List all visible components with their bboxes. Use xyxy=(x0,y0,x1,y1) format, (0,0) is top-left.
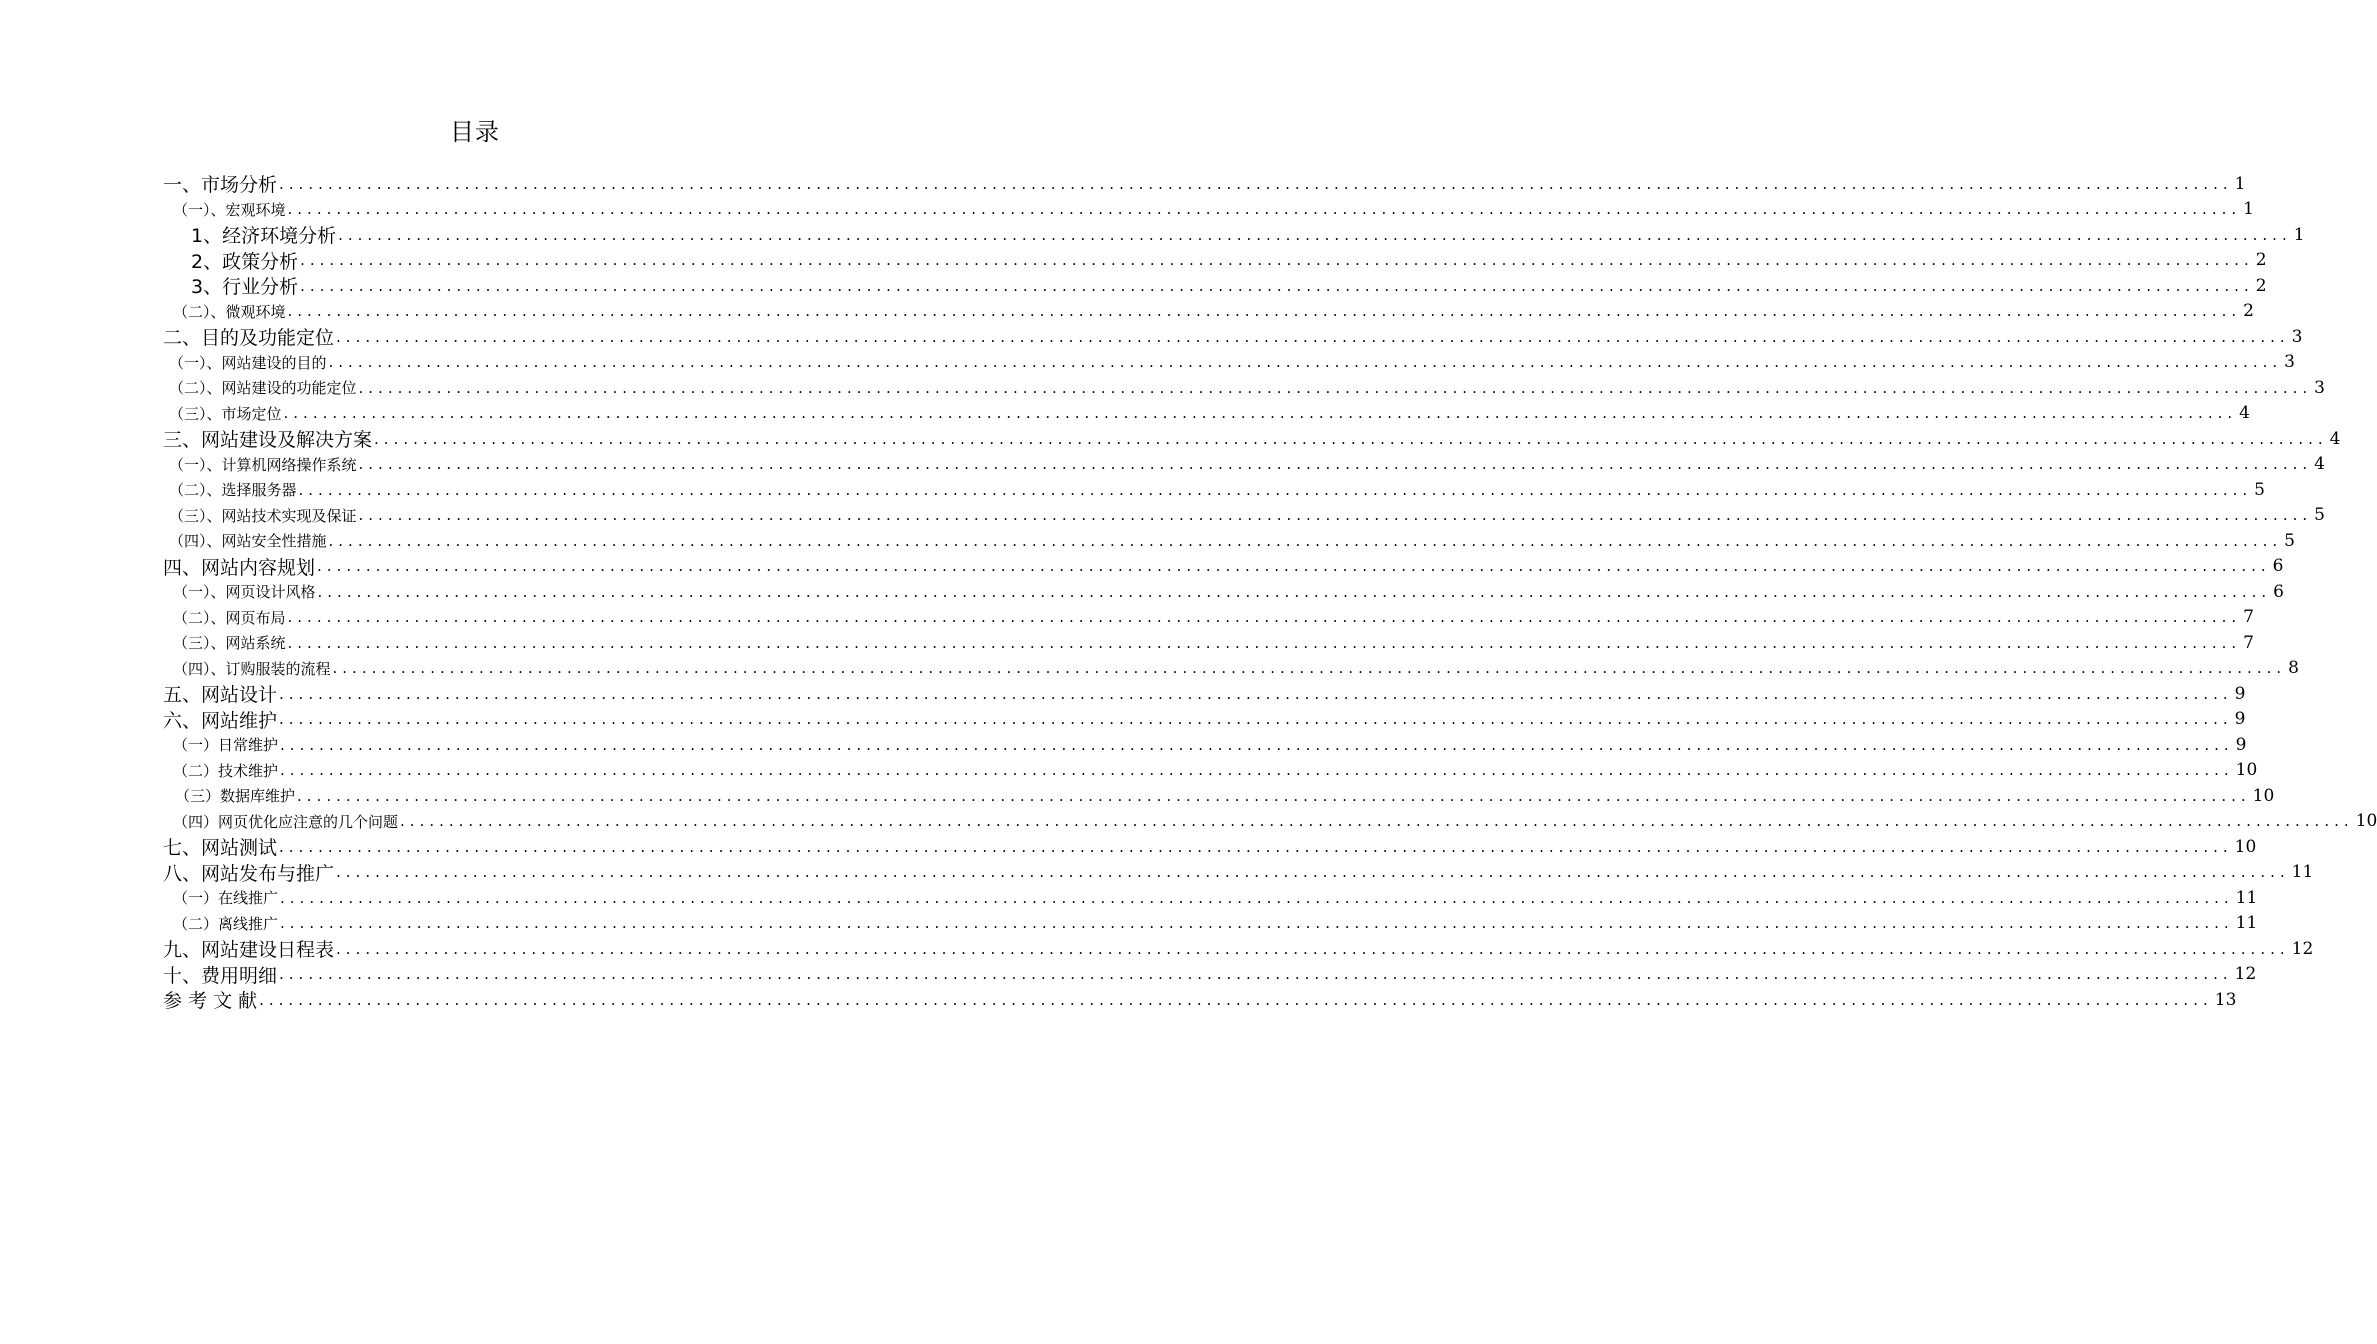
toc-entry-label: 1、经济环境分析 xyxy=(191,225,337,248)
toc-entry[interactable] xyxy=(163,987,2237,1013)
toc-entry-page-number: 6 xyxy=(2273,581,2284,602)
toc-entry[interactable] xyxy=(163,783,2275,809)
toc-entry-page-number: 7 xyxy=(2243,632,2254,653)
toc-dot-leader: ........................................................................................................................................................................................................ xyxy=(374,429,2328,448)
toc-entry-label: （一）、宏观环境 xyxy=(173,200,286,219)
toc-entry[interactable] xyxy=(163,324,2303,350)
toc-dot-leader: ........................................................................................................................................................................................................ xyxy=(298,480,2253,499)
toc-entry-label: （二）离线推广 xyxy=(173,914,279,933)
toc-entry[interactable] xyxy=(163,834,2257,860)
toc-dot-leader: ........................................................................................................................................................................................................ xyxy=(358,455,2313,474)
toc-entry-label: （二）技术维护 xyxy=(173,761,279,780)
toc-entry-page-number: 4 xyxy=(2314,454,2325,475)
toc-entry-label: （二）、网页布局 xyxy=(173,608,286,627)
toc-entry-label: 八、网站发布与推广 xyxy=(163,862,335,885)
toc-dot-leader: ........................................................................................................................................................................................................ xyxy=(317,582,2272,601)
toc-dot-leader: ........................................................................................................................................................................................................ xyxy=(317,557,2271,576)
toc-entry-page-number: 1 xyxy=(2234,173,2246,194)
toc-entry-label: （一）、网页设计风格 xyxy=(173,583,316,602)
toc-entry-label: 五、网站设计 xyxy=(163,684,278,707)
toc-entry-page-number: 1 xyxy=(2293,224,2305,245)
toc-entry-page-number: 7 xyxy=(2243,607,2254,628)
toc-dot-leader: ........................................................................................................................................................................................................ xyxy=(400,812,2354,831)
toc-dot-leader: ........................................................................................................................................................................................................ xyxy=(336,939,2290,958)
toc-entry-page-number: 5 xyxy=(2314,505,2325,526)
toc-entry[interactable] xyxy=(163,758,2258,784)
toc-entry-label: （一）、计算机网络操作系统 xyxy=(169,455,357,474)
toc-dot-leader: ........................................................................................................................................................................................................ xyxy=(279,837,2233,856)
toc-entry-page-number: 4 xyxy=(2329,428,2341,449)
toc-dot-leader: ........................................................................................................................................................................................................ xyxy=(279,174,2233,193)
toc-dot-leader: ........................................................................................................................................................................................................ xyxy=(279,684,2233,703)
toc-entry-label: （四）、订购服装的流程 xyxy=(173,659,331,678)
toc-entry-page-number: 12 xyxy=(2234,964,2257,985)
toc-entry-label: （三）、网站技术实现及保证 xyxy=(169,506,357,525)
toc-entry-page-number: 8 xyxy=(2288,658,2299,679)
toc-entry[interactable] xyxy=(163,885,2258,911)
toc-dot-leader: ........................................................................................................................................................................................................ xyxy=(279,965,2233,984)
toc-entry-label: 十、费用明细 xyxy=(163,964,278,987)
toc-entry-label: 一、市场分析 xyxy=(163,174,278,197)
toc-entry[interactable] xyxy=(163,452,2325,478)
table-of-contents xyxy=(163,171,2377,1013)
toc-entry[interactable] xyxy=(163,860,2314,886)
toc-dot-leader: ........................................................................................................................................................................................................ xyxy=(287,200,2242,219)
toc-entry[interactable] xyxy=(163,681,2246,707)
toc-entry-page-number: 3 xyxy=(2284,352,2295,373)
toc-entry[interactable] xyxy=(163,554,2284,580)
toc-entry[interactable] xyxy=(163,911,2258,937)
toc-entry[interactable] xyxy=(163,579,2284,605)
toc-entry-page-number: 11 xyxy=(2235,887,2258,908)
toc-entry-page-number: 12 xyxy=(2291,938,2314,959)
toc-entry-label: 七、网站测试 xyxy=(163,837,278,860)
toc-dot-leader: ........................................................................................................................................................................................................ xyxy=(328,353,2283,372)
toc-entry-page-number: 3 xyxy=(2314,377,2325,398)
toc-entry-page-number: 10 xyxy=(2235,760,2258,781)
toc-entry-page-number: 9 xyxy=(2234,709,2246,730)
toc-entry-page-number: 9 xyxy=(2234,683,2246,704)
toc-dot-leader: ........................................................................................................................................................................................................ xyxy=(332,659,2287,678)
toc-dot-leader: ........................................................................................................................................................................................................ xyxy=(328,531,2283,550)
toc-entry-label: （四）网页优化应注意的几个问题 xyxy=(173,812,399,831)
toc-entry[interactable] xyxy=(163,222,2305,248)
toc-entry-page-number: 4 xyxy=(2239,403,2250,424)
toc-entry-label: 3、行业分析 xyxy=(191,276,299,299)
toc-entry-label: （四）、网站安全性措施 xyxy=(169,532,327,551)
toc-entry-label: （三）、网站系统 xyxy=(173,634,286,653)
toc-entry-label: （三）数据库维护 xyxy=(175,787,296,806)
toc-entry[interactable] xyxy=(163,707,2246,733)
toc-entry-label: （二）、选择服务器 xyxy=(169,481,297,500)
toc-entry[interactable] xyxy=(163,248,2267,274)
toc-dot-leader: ........................................................................................................................................................................................................ xyxy=(280,888,2234,907)
toc-dot-leader: ........................................................................................................................................................................................................ xyxy=(300,276,2254,295)
toc-dot-leader: ........................................................................................................................................................................................................ xyxy=(280,761,2234,780)
toc-entry-label: 六、网站维护 xyxy=(163,709,278,732)
toc-dot-leader: ........................................................................................................................................................................................................ xyxy=(287,633,2242,652)
toc-entry-label: 参 考 文 献 xyxy=(163,990,258,1013)
toc-entry[interactable] xyxy=(163,656,2299,682)
toc-entry-label: （一）在线推广 xyxy=(173,889,279,908)
toc-entry[interactable] xyxy=(163,401,2250,427)
toc-entry[interactable] xyxy=(163,962,2257,988)
toc-entry[interactable] xyxy=(163,197,2254,223)
toc-entry[interactable] xyxy=(163,605,2254,631)
toc-entry-page-number: 13 xyxy=(2214,989,2237,1010)
toc-dot-leader: ........................................................................................................................................................................................................ xyxy=(287,302,2242,321)
toc-entry[interactable] xyxy=(163,732,2247,758)
toc-entry-page-number: 6 xyxy=(2272,556,2284,577)
toc-entry-page-number: 11 xyxy=(2291,862,2314,883)
toc-entry-page-number: 1 xyxy=(2243,199,2254,220)
toc-entry-label: 2、政策分析 xyxy=(191,250,299,273)
toc-entry-page-number: 2 xyxy=(2243,301,2254,322)
toc-dot-leader: ........................................................................................................................................................................................................ xyxy=(297,786,2251,805)
toc-dot-leader: ........................................................................................................................................................................................................ xyxy=(336,327,2290,346)
toc-entry-label: 九、网站建设日程表 xyxy=(163,939,335,962)
toc-entry-label: 三、网站建设及解决方案 xyxy=(163,429,373,452)
toc-dot-leader: ........................................................................................................................................................................................................ xyxy=(279,710,2233,729)
toc-entry[interactable] xyxy=(163,375,2325,401)
toc-entry-label: （二）、网站建设的功能定位 xyxy=(169,379,357,398)
toc-dot-leader: ........................................................................................................................................................................................................ xyxy=(338,225,2292,244)
toc-entry-page-number: 2 xyxy=(2255,275,2267,296)
toc-dot-leader: ........................................................................................................................................................................................................ xyxy=(287,608,2242,627)
toc-entry[interactable] xyxy=(163,528,2295,554)
toc-entry-page-number: 3 xyxy=(2291,326,2303,347)
toc-dot-leader: ........................................................................................................................................................................................................ xyxy=(358,506,2313,525)
toc-entry-label: 四、网站内容规划 xyxy=(163,556,316,579)
toc-entry-label: （三）、市场定位 xyxy=(169,404,282,423)
toc-dot-leader: ........................................................................................................................................................................................................ xyxy=(259,990,2213,1009)
toc-dot-leader: ........................................................................................................................................................................................................ xyxy=(280,735,2234,754)
toc-dot-leader: ........................................................................................................................................................................................................ xyxy=(358,378,2313,397)
toc-entry-label: （一）日常维护 xyxy=(173,736,279,755)
toc-entry-page-number: 10 xyxy=(2252,785,2275,806)
toc-dot-leader: ........................................................................................................................................................................................................ xyxy=(280,914,2234,933)
toc-entry[interactable] xyxy=(163,299,2254,325)
toc-entry[interactable] xyxy=(163,809,2377,835)
toc-entry[interactable] xyxy=(163,426,2341,452)
toc-entry-page-number: 10 xyxy=(2355,811,2377,832)
toc-entry-page-number: 2 xyxy=(2255,250,2267,271)
toc-entry-page-number: 5 xyxy=(2254,479,2265,500)
toc-entry[interactable] xyxy=(163,273,2267,299)
toc-entry[interactable] xyxy=(163,936,2314,962)
toc-dot-leader: ........................................................................................................................................................................................................ xyxy=(283,404,2238,423)
toc-entry[interactable] xyxy=(163,350,2295,376)
toc-entry[interactable] xyxy=(163,477,2265,503)
toc-entry[interactable] xyxy=(163,630,2254,656)
toc-entry-page-number: 5 xyxy=(2284,530,2295,551)
toc-entry-page-number: 10 xyxy=(2234,836,2257,857)
toc-entry[interactable] xyxy=(163,171,2246,197)
toc-entry-label: 二、目的及功能定位 xyxy=(163,327,335,350)
toc-entry-page-number: 11 xyxy=(2235,913,2258,934)
toc-dot-leader: ........................................................................................................................................................................................................ xyxy=(336,863,2290,882)
toc-dot-leader: ........................................................................................................................................................................................................ xyxy=(300,251,2254,270)
page-title: 目录 xyxy=(450,118,500,146)
toc-entry-label: （一）、网站建设的目的 xyxy=(169,353,327,372)
toc-entry-label: （二）、微观环境 xyxy=(173,302,286,321)
toc-entry[interactable] xyxy=(163,503,2325,529)
toc-entry-page-number: 9 xyxy=(2235,734,2247,755)
